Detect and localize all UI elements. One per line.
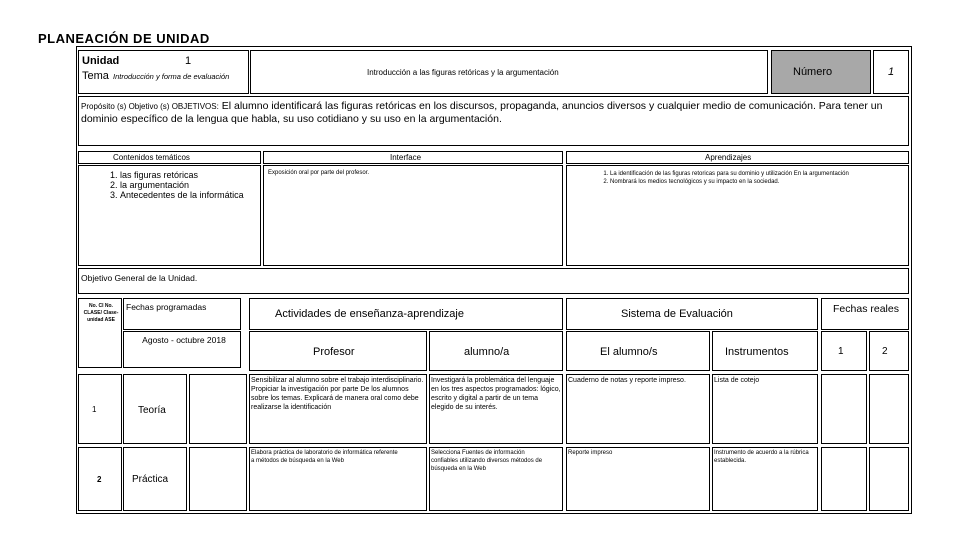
profesor-header: Profesor (313, 346, 355, 358)
table-row-2-fecha2 (869, 447, 909, 511)
tema-title: Introducción a las figuras retóricas y la argumentación (367, 68, 559, 77)
objetivo-general: Objetivo General de la Unidad. (81, 273, 198, 283)
aprendizajes-header-cell (566, 151, 909, 164)
list-item: 2. Nombrará los medios tecnológicos y su impacto en la sociedad. (610, 178, 887, 186)
table-row-1-tipo (123, 374, 187, 444)
fechas-programadas: Fechas programadas (126, 302, 207, 312)
contenidos-list (92, 170, 258, 200)
table-row-2-profesor (249, 447, 427, 511)
el-alumno-header-cell (566, 331, 710, 371)
aprendizajes-header: Aprendizajes (705, 153, 752, 162)
periodo-cell (123, 331, 241, 368)
profesor-header-cell (249, 331, 427, 371)
contenidos-cell (78, 165, 261, 266)
table-row-2-el-alumno (566, 447, 710, 511)
contenidos-header: Contenidos temáticos (113, 153, 190, 162)
table-row-1-fecha2 (869, 374, 909, 444)
table-row-2-alumno (429, 447, 563, 511)
col1-header-cell (821, 331, 867, 371)
interface-text: Exposición oral por parte del profesor. (268, 170, 370, 176)
aprendizajes-cell (566, 165, 909, 266)
table-row-1-num (78, 374, 122, 444)
contenidos-header-cell (78, 151, 261, 164)
col2-header-cell (869, 331, 909, 371)
col2-header: 2 (882, 346, 888, 357)
table-row-2-tipo (123, 447, 187, 511)
no-clase-cell (78, 298, 122, 368)
table-row-1-blank (189, 374, 247, 444)
fechas-programadas-cell (123, 298, 241, 330)
table-row-2-instrumentos (712, 447, 818, 511)
numero-value: 1 (888, 66, 895, 78)
numero-value-cell (873, 50, 909, 94)
row-el-alumno: Cuaderno de notas y reporte impreso. (568, 377, 686, 384)
list-item: 1. las figuras retóricas (120, 170, 258, 180)
row-el-alumno: Reporte impreso (568, 450, 613, 456)
periodo: Agosto - octubre 2018 (142, 335, 226, 345)
table-row-1-instrumentos (712, 374, 818, 444)
row-profesor: Elabora práctica de laboratorio de informática referente a métodos de búsqueda en la Web (251, 450, 398, 464)
row-alumno: Selecciona Fuentes de información confiables utilizando diversos métodos de búsqueda en la Web (431, 450, 543, 472)
interface-cell (263, 165, 563, 266)
tema-title-cell (250, 50, 768, 94)
actividades-header: Actividades de enseñanza-aprendizaje (275, 308, 464, 320)
proposito-text: El alumno identificará las figuras retóricas en los discursos, propaganda, anuncios diversos y cualquier medio de comunicación. Para tener un dominio específico de la lengua que habla, su uso cotidiano y su uso en la argumentación. (81, 100, 883, 125)
table-row-1-fecha1 (821, 374, 867, 444)
table-row-2-fecha1 (821, 447, 867, 511)
el-alumno-header: El alumno/s (600, 346, 658, 358)
table-row-2-blank (189, 447, 247, 511)
fechas-reales: Fechas reales (833, 303, 899, 315)
list-item: 1. La identificación de las figuras retoricas para su dominio y utilización En la argumentación (610, 170, 887, 178)
row-instrumentos: Instrumento de acuerdo a la rúbrica establecida. (714, 450, 809, 464)
row-profesor: Sensibilizar al alumno sobre el trabajo interdisciplinario. Propiciar la investigación por parte De los alumnos sobre los temas. Explicará de manera oral como debe realizarse la identificación (251, 377, 424, 411)
unidad-label: Unidad (82, 55, 120, 67)
table-row-1-alumno (429, 374, 563, 444)
sistema-header: Sistema de Evaluación (621, 308, 733, 320)
row-alumno: Investigará la problemática del lenguaje en los tres aspectos programados: lógico, escrito y digital a partir de un tema elegido de su interés. (431, 377, 561, 411)
alumno-header-cell (429, 331, 563, 371)
row-tipo: Práctica (132, 474, 169, 485)
interface-header: Interface (390, 153, 422, 162)
row-num: 2 (97, 475, 102, 484)
proposito-prefix: Propósito (s) Objetivo (s) OBJETIVOS: (81, 102, 219, 111)
row-instrumentos: Lista de cotejo (714, 377, 760, 384)
objetivo-general-cell (78, 268, 909, 294)
actividades-cell (249, 298, 563, 330)
tema-value: Introducción y forma de evaluación (113, 72, 230, 81)
fechas-reales-cell (821, 298, 909, 330)
aprendizajes-list (567, 170, 887, 186)
list-item: 2. la argumentación (120, 180, 258, 190)
unidad-cell (78, 50, 249, 94)
sistema-cell (566, 298, 818, 330)
table-row-2-num (78, 447, 122, 511)
numero-label-cell (771, 50, 871, 94)
col1-header: 1 (838, 346, 844, 357)
row-tipo: Teoría (138, 405, 166, 416)
no-clase-label: No. Cl No. CLASE/ Clase-unidad ASE (83, 303, 119, 323)
page-title: PLANEACIÓN DE UNIDAD (38, 31, 210, 46)
tema-label: Tema (82, 70, 109, 82)
proposito-cell (78, 96, 909, 146)
alumno-header: alumno/a (464, 346, 510, 358)
interface-header-cell (263, 151, 563, 164)
instrumentos-header-cell (712, 331, 818, 371)
list-item: 3. Antecedentes de la informática (120, 190, 258, 200)
instrumentos-header: Instrumentos (725, 346, 789, 358)
unidad-value: 1 (185, 55, 192, 67)
row-num: 1 (92, 405, 97, 414)
table-row-1-profesor (249, 374, 427, 444)
table-row-1-el-alumno (566, 374, 710, 444)
numero-label: Número (793, 66, 833, 78)
